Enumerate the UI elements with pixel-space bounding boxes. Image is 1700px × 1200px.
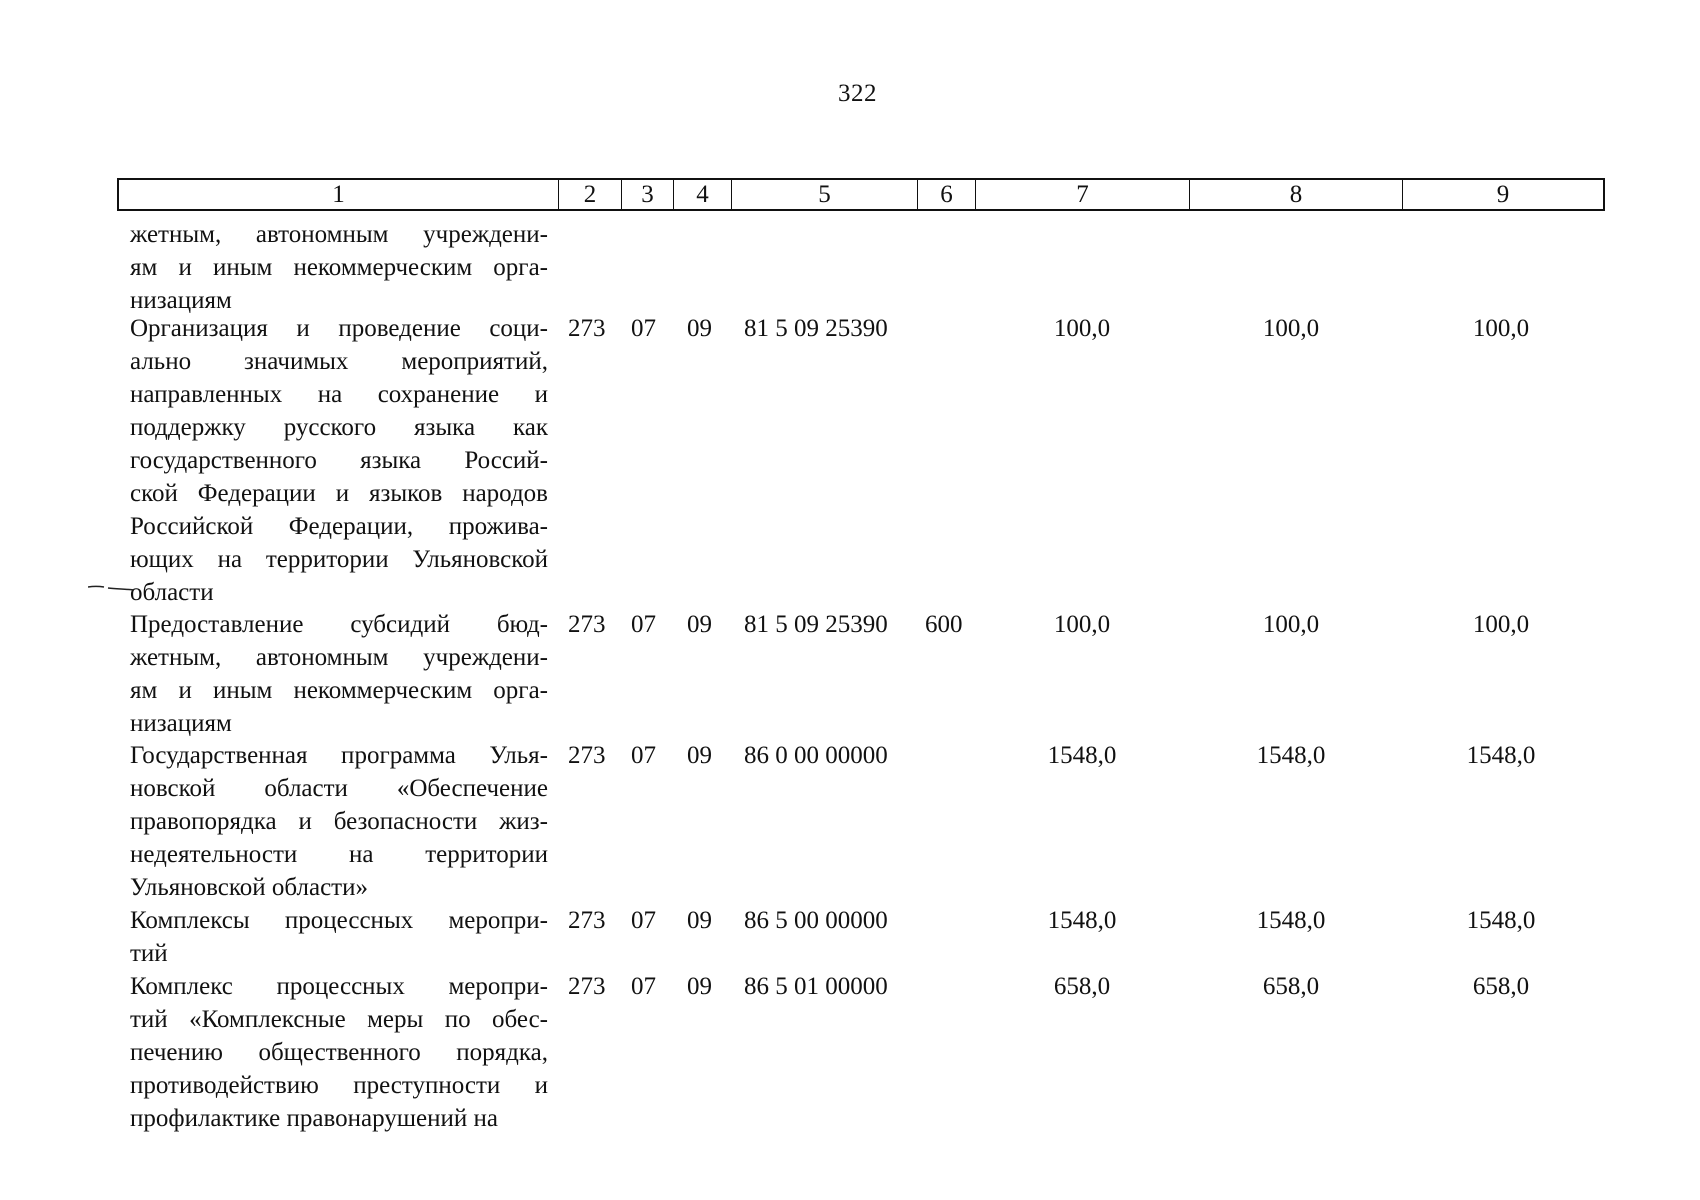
cell-col-4: 09 — [687, 742, 712, 769]
description-line: печению общественного порядка, — [130, 1039, 548, 1066]
description-line: профилактике правонарушений на — [130, 1105, 498, 1132]
description-line: противодействию преступности и — [130, 1072, 548, 1099]
cell-col-6: 600 — [925, 611, 963, 638]
cell-col-5: 81 5 09 25390 — [744, 611, 888, 638]
description-line: правопорядка и безопасности жиз- — [130, 808, 548, 835]
cell-col-2: 273 — [568, 907, 606, 934]
description-line: жетным, автономным учреждени- — [130, 221, 548, 248]
description-line: ям и иным некоммерческим орга- — [130, 677, 548, 704]
cell-col-9: 100,0 — [1472, 611, 1530, 638]
row-description — [130, 739, 548, 904]
cell-col-5: 81 5 09 25390 — [744, 315, 888, 342]
description-line: жетным, автономным учреждени- — [130, 644, 548, 671]
header-col-7: 7 — [976, 180, 1190, 209]
table-header-row — [117, 178, 1605, 211]
description-line: ющих на территории Ульяновской — [130, 546, 548, 573]
description-line: тий — [130, 940, 168, 967]
cell-col-3: 07 — [631, 315, 656, 342]
cell-col-7: 1548,0 — [1047, 742, 1117, 769]
description-line: Комплексы процессных меропри- — [130, 907, 548, 934]
cell-col-7: 658,0 — [1053, 973, 1111, 1000]
description-line: ской Федерации и языков народов — [130, 480, 548, 507]
cell-col-4: 09 — [687, 973, 712, 1000]
header-col-9: 9 — [1496, 181, 1510, 208]
header-col-2: 2 — [559, 180, 622, 209]
cell-col-8: 100,0 — [1262, 611, 1320, 638]
description-line: Российской Федерации, прожива- — [130, 513, 548, 540]
row-description — [130, 608, 548, 740]
pen-mark-decoration — [88, 584, 136, 594]
description-line: области — [130, 579, 214, 606]
description-line: Предоставление субсидий бюд- — [130, 611, 548, 638]
description-line: Государственная программа Улья- — [130, 742, 548, 769]
description-line: новской области «Обеспечение — [130, 775, 548, 802]
description-line: ально значимых мероприятий, — [130, 348, 548, 375]
cell-col-8: 1548,0 — [1256, 742, 1326, 769]
row-description — [130, 904, 548, 970]
cell-col-9: 1548,0 — [1466, 742, 1536, 769]
cell-col-7: 100,0 — [1053, 611, 1111, 638]
description-line: низациям — [130, 710, 232, 737]
cell-col-4: 09 — [687, 611, 712, 638]
cell-col-8: 658,0 — [1262, 973, 1320, 1000]
description-line: Комплекс процессных меропри- — [130, 973, 548, 1000]
description-line: государственного языка Россий- — [130, 447, 548, 474]
cell-col-5: 86 5 00 00000 — [744, 907, 888, 934]
cell-col-9: 100,0 — [1472, 315, 1530, 342]
cell-col-3: 07 — [631, 907, 656, 934]
description-line: недеятельности на территории — [130, 841, 548, 868]
cell-col-3: 07 — [631, 742, 656, 769]
row-description — [130, 218, 548, 317]
cell-col-4: 09 — [687, 907, 712, 934]
cell-col-9: 1548,0 — [1466, 907, 1536, 934]
cell-col-3: 07 — [631, 973, 656, 1000]
header-col-5: 5 — [732, 180, 918, 209]
cell-col-3: 07 — [631, 611, 656, 638]
page-number: 322 — [838, 80, 877, 107]
cell-col-8: 100,0 — [1262, 315, 1320, 342]
description-line: Ульяновской области» — [130, 874, 368, 901]
description-line: тий «Комплексные меры по обес- — [130, 1006, 548, 1033]
header-col-6: 6 — [918, 180, 976, 209]
cell-col-9: 658,0 — [1472, 973, 1530, 1000]
row-description — [130, 312, 548, 609]
description-line: ям и иным некоммерческим орга- — [130, 254, 548, 281]
cell-col-2: 273 — [568, 742, 606, 769]
header-col-3: 3 — [622, 180, 674, 209]
description-line: поддержку русского языка как — [130, 414, 548, 441]
cell-col-2: 273 — [568, 973, 606, 1000]
cell-col-5: 86 0 00 00000 — [744, 742, 888, 769]
description-line: Организация и проведение соци- — [130, 315, 548, 342]
description-line: направленных на сохранение и — [130, 381, 548, 408]
cell-col-2: 273 — [568, 611, 606, 638]
cell-col-4: 09 — [687, 315, 712, 342]
row-description — [130, 970, 548, 1135]
cell-col-7: 1548,0 — [1047, 907, 1117, 934]
cell-col-7: 100,0 — [1053, 315, 1111, 342]
header-col-4: 4 — [674, 180, 732, 209]
cell-col-2: 273 — [568, 315, 606, 342]
header-col-8: 8 — [1190, 180, 1403, 209]
cell-col-8: 1548,0 — [1256, 907, 1326, 934]
header-col-1: 1 — [119, 180, 559, 209]
cell-col-5: 86 5 01 00000 — [744, 973, 888, 1000]
description-line: низациям — [130, 287, 232, 314]
